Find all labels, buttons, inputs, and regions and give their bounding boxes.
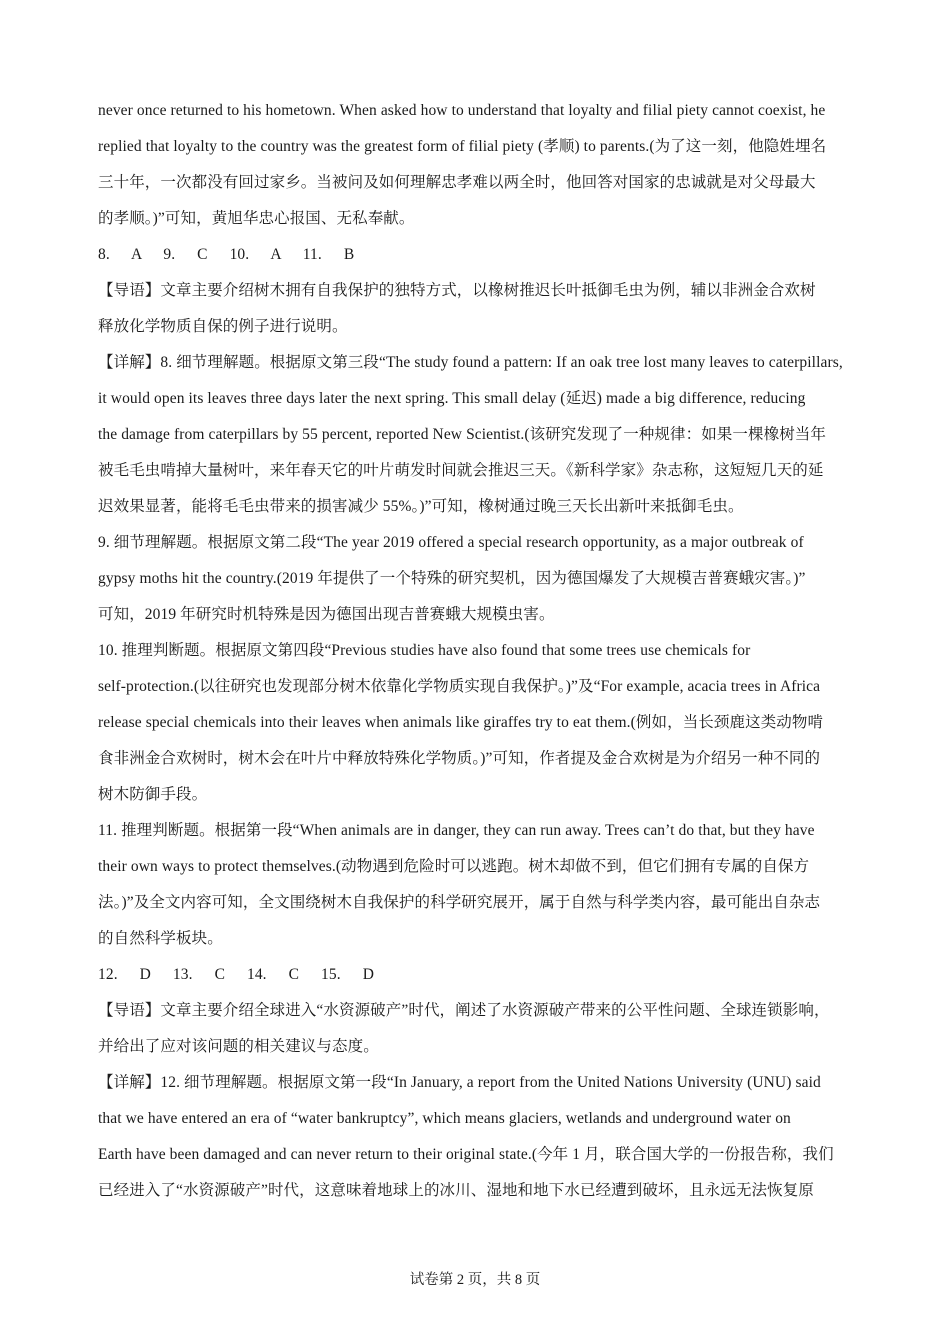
text-line: Earth have been damaged and can never return to their original state.(今年 1 月，联合国大学的一份报告称，我们 <box>98 1146 834 1163</box>
page-footer: 试卷第 2 页，共 8 页 <box>409 1272 541 1288</box>
text-line: their own ways to protect themselves.(动物遇到危险时可以逃跑。树木却做不到，但它们拥有专属的自保方 <box>98 858 810 875</box>
text-line: 三十年，一次都没有回过家乡。当被问及如何理解忠孝难以两全时，他回答对国家的忠诚就是对父母最大 <box>98 174 816 191</box>
text-line: 法。)”及全文内容可知，全文围绕树木自我保护的科学研究展开，属于自然与科学类内容，最可能出自杂志 <box>98 894 821 911</box>
text-line: 释放化学物质自保的例子进行说明。 <box>98 318 348 335</box>
detail-line: 【详解】8. 细节理解题。根据原文第三段“The study found a pattern: If an oak tree lost many leaves to caterpillars, <box>98 354 843 371</box>
text-line: 10. 推理判断题。根据原文第四段“Previous studies have also found that some trees use chemicals for <box>98 642 751 659</box>
text-line: 被毛毛虫啃掉大量树叶，来年春天它的叶片萌发时间就会推迟三天。《新科学家》杂志称，这短短几天的延 <box>98 462 824 479</box>
text-line: 的自然科学板块。 <box>98 930 223 947</box>
text-line: gypsy moths hit the country.(2019 年提供了一个特殊的研究契机，因为德国爆发了大规模吉普赛蛾灾害。)” <box>98 570 806 587</box>
detail-line: 【详解】12. 细节理解题。根据原文第一段“In January, a report from the United Nations University (UNU) said <box>98 1074 821 1091</box>
text-line: self-protection.(以往研究也发现部分树木依靠化学物质实现自我保护。)”及“For example, acacia trees in Africa <box>98 678 821 695</box>
text-line: 已经进入了“水资源破产”时代，这意味着地球上的冰川、湿地和地下水已经遭到破坏，且永远无法恢复原 <box>98 1182 814 1199</box>
document-body <box>98 93 856 1209</box>
text-line: 9. 细节理解题。根据原文第二段“The year 2019 offered a special research opportunity, as a major outbreak of <box>98 534 804 551</box>
text-line: replied that loyalty to the country was the greatest form of filial piety (孝顺) to parents.(为了这一刻，他隐姓埋名 <box>98 138 827 155</box>
text-line: never once returned to his hometown. When asked how to understand that loyalty and filial piety cannot coexist, he <box>98 102 826 119</box>
text-line: 食非洲金合欢树时，树木会在叶片中释放特殊化学物质。)”可知，作者提及金合欢树是为介绍另一种不同的 <box>98 750 821 767</box>
text-line: 树木防御手段。 <box>98 786 208 803</box>
text-line: 迟效果显著，能将毛毛虫带来的损害减少 55%。)”可知，橡树通过晚三天长出新叶来抵御毛虫。 <box>98 498 744 515</box>
text-line: 并给出了应对该问题的相关建议与态度。 <box>98 1038 379 1055</box>
intro-line: 【导语】文章主要介绍全球进入“水资源破产”时代，阐述了水资源破产带来的公平性问题、全球连锁影响， <box>98 1002 830 1019</box>
text-line: that we have entered an era of “water bankruptcy”, which means glaciers, wetlands and underground water on <box>98 1110 791 1127</box>
text-line: release special chemicals into their leaves when animals like giraffes try to eat them.(例如，当长颈鹿这类动物啃 <box>98 714 824 731</box>
text-line: 11. 推理判断题。根据第一段“When animals are in danger, they can run away. Trees can’t do that, but they have <box>98 822 815 839</box>
answer-key-line: 12. D 13. C 14. C 15. D <box>98 966 374 983</box>
intro-line: 【导语】文章主要介绍树木拥有自我保护的独特方式，以橡树推迟长叶抵御毛虫为例，辅以非洲金合欢树 <box>98 282 816 299</box>
text-line: 的孝顺。)”可知，黄旭华忠心报国、无私奉献。 <box>98 210 415 227</box>
answer-key-line: 8. A 9. C 10. A 11. B <box>98 246 355 263</box>
text-line: it would open its leaves three days later the next spring. This small delay (延迟) made a big difference, reducing <box>98 390 806 407</box>
text-line: the damage from caterpillars by 55 percent, reported New Scientist.(该研究发现了一种规律：如果一棵橡树当年 <box>98 426 826 443</box>
text-line: 可知，2019 年研究时机特殊是因为德国出现吉普赛蛾大规模虫害。 <box>98 606 555 623</box>
